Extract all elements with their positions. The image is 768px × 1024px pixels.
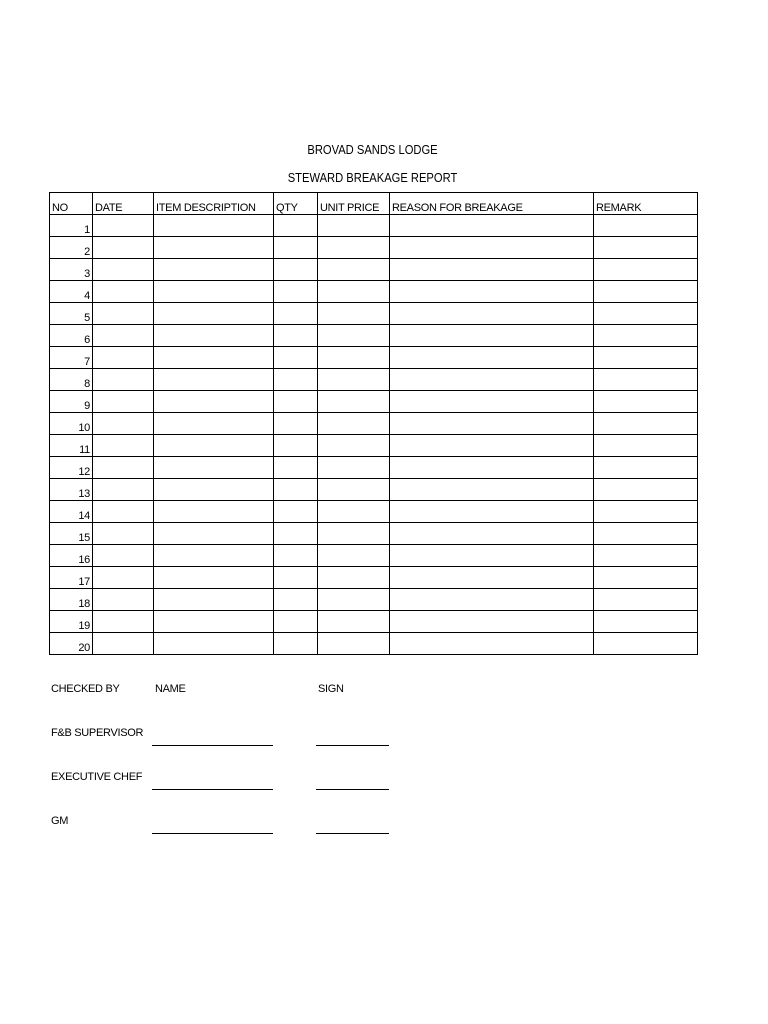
qty-cell[interactable] — [274, 567, 318, 589]
report-title: STEWARD BREAKAGE REPORT — [287, 170, 458, 185]
date-cell[interactable] — [93, 523, 154, 545]
no-cell: 18 — [50, 589, 93, 611]
item-description-cell[interactable] — [154, 347, 274, 369]
reason-cell[interactable] — [390, 215, 594, 237]
column-header-no: NO — [50, 193, 93, 215]
qty-cell[interactable] — [274, 611, 318, 633]
remark-cell[interactable] — [594, 435, 698, 457]
table-body — [50, 215, 698, 655]
no-cell: 10 — [50, 413, 93, 435]
table-row — [50, 545, 698, 567]
unit-price-cell[interactable] — [318, 325, 390, 347]
reason-cell[interactable] — [390, 259, 594, 281]
column-header-remark: REMARK — [594, 193, 698, 215]
item-description-cell[interactable] — [154, 501, 274, 523]
table-row — [50, 457, 698, 479]
sign-column-label: SIGN — [318, 683, 344, 695]
remark-cell[interactable] — [594, 237, 698, 259]
reason-cell[interactable] — [390, 457, 594, 479]
table-row — [50, 259, 698, 281]
remark-cell[interactable] — [594, 479, 698, 501]
qty-cell[interactable] — [274, 501, 318, 523]
reason-cell[interactable] — [390, 237, 594, 259]
date-cell[interactable] — [93, 479, 154, 501]
unit-price-cell[interactable] — [318, 501, 390, 523]
no-cell: 19 — [50, 611, 93, 633]
unit-price-cell[interactable] — [318, 457, 390, 479]
remark-cell[interactable] — [594, 215, 698, 237]
gm-sign-line[interactable] — [316, 833, 389, 834]
checked-by-label: CHECKED BY — [51, 683, 120, 695]
date-cell[interactable] — [93, 545, 154, 567]
unit-price-cell[interactable] — [318, 347, 390, 369]
reason-cell[interactable] — [390, 633, 594, 655]
item-description-cell[interactable] — [154, 479, 274, 501]
reason-cell[interactable] — [390, 435, 594, 457]
qty-cell[interactable] — [274, 347, 318, 369]
table-row — [50, 325, 698, 347]
date-cell[interactable] — [93, 589, 154, 611]
unit-price-cell[interactable] — [318, 479, 390, 501]
unit-price-cell[interactable] — [318, 259, 390, 281]
remark-cell[interactable] — [594, 589, 698, 611]
remark-cell[interactable] — [594, 611, 698, 633]
remark-cell[interactable] — [594, 325, 698, 347]
item-description-cell[interactable] — [154, 259, 274, 281]
date-cell[interactable] — [93, 567, 154, 589]
reason-cell[interactable] — [390, 501, 594, 523]
unit-price-cell[interactable] — [318, 589, 390, 611]
no-cell: 12 — [50, 457, 93, 479]
company-title: BROVAD SANDS LODGE — [307, 142, 438, 157]
fb-supervisor-name-line[interactable] — [152, 745, 273, 746]
table-row — [50, 237, 698, 259]
item-description-cell[interactable] — [154, 567, 274, 589]
qty-cell[interactable] — [274, 457, 318, 479]
unit-price-cell[interactable] — [318, 215, 390, 237]
date-cell[interactable] — [93, 237, 154, 259]
remark-cell[interactable] — [594, 391, 698, 413]
remark-cell[interactable] — [594, 281, 698, 303]
item-description-cell[interactable] — [154, 435, 274, 457]
table-row — [50, 347, 698, 369]
table-row — [50, 479, 698, 501]
date-cell[interactable] — [93, 391, 154, 413]
gm-name-line[interactable] — [152, 833, 273, 834]
reason-cell[interactable] — [390, 325, 594, 347]
executive-chef-sign-line[interactable] — [316, 789, 389, 790]
remark-cell[interactable] — [594, 633, 698, 655]
date-cell[interactable] — [93, 325, 154, 347]
table-row — [50, 589, 698, 611]
table-row — [50, 391, 698, 413]
qty-cell[interactable] — [274, 237, 318, 259]
table-row — [50, 611, 698, 633]
remark-cell[interactable] — [594, 545, 698, 567]
qty-cell[interactable] — [274, 589, 318, 611]
date-cell[interactable] — [93, 435, 154, 457]
date-cell[interactable] — [93, 347, 154, 369]
column-header-unit-price: UNIT PRICE — [318, 193, 390, 215]
qty-cell[interactable] — [274, 633, 318, 655]
breakage-table — [49, 192, 698, 655]
qty-cell[interactable] — [274, 523, 318, 545]
table-row — [50, 633, 698, 655]
item-description-cell[interactable] — [154, 633, 274, 655]
unit-price-cell[interactable] — [318, 545, 390, 567]
remark-cell[interactable] — [594, 369, 698, 391]
unit-price-cell[interactable] — [318, 523, 390, 545]
qty-cell[interactable] — [274, 391, 318, 413]
name-column-label: NAME — [155, 683, 186, 695]
reason-cell[interactable] — [390, 413, 594, 435]
reason-cell[interactable] — [390, 479, 594, 501]
fb-supervisor-sign-line[interactable] — [316, 745, 389, 746]
table-row — [50, 215, 698, 237]
item-description-cell[interactable] — [154, 589, 274, 611]
reason-cell[interactable] — [390, 281, 594, 303]
reason-cell[interactable] — [390, 369, 594, 391]
remark-cell[interactable] — [594, 523, 698, 545]
column-header-date: DATE — [93, 193, 154, 215]
no-cell: 13 — [50, 479, 93, 501]
reason-cell[interactable] — [390, 589, 594, 611]
item-description-cell[interactable] — [154, 303, 274, 325]
no-cell: 4 — [50, 281, 93, 303]
unit-price-cell[interactable] — [318, 281, 390, 303]
date-cell[interactable] — [93, 413, 154, 435]
qty-cell[interactable] — [274, 215, 318, 237]
column-header-item-description: ITEM DESCRIPTION — [154, 193, 274, 215]
column-header-qty: QTY — [274, 193, 318, 215]
no-cell: 9 — [50, 391, 93, 413]
table-row — [50, 435, 698, 457]
executive-chef-name-line[interactable] — [152, 789, 273, 790]
no-cell: 15 — [50, 523, 93, 545]
no-cell: 8 — [50, 369, 93, 391]
qty-cell[interactable] — [274, 259, 318, 281]
remark-cell[interactable] — [594, 501, 698, 523]
reason-cell[interactable] — [390, 347, 594, 369]
reason-cell[interactable] — [390, 567, 594, 589]
unit-price-cell[interactable] — [318, 237, 390, 259]
date-cell[interactable] — [93, 457, 154, 479]
item-description-cell[interactable] — [154, 215, 274, 237]
item-description-cell[interactable] — [154, 325, 274, 347]
table-row — [50, 413, 698, 435]
no-cell: 16 — [50, 545, 93, 567]
qty-cell[interactable] — [274, 303, 318, 325]
qty-cell[interactable] — [274, 545, 318, 567]
date-cell[interactable] — [93, 369, 154, 391]
table-row — [50, 501, 698, 523]
unit-price-cell[interactable] — [318, 413, 390, 435]
qty-cell[interactable] — [274, 281, 318, 303]
item-description-cell[interactable] — [154, 391, 274, 413]
remark-cell[interactable] — [594, 457, 698, 479]
column-header-reason: REASON FOR BREAKAGE — [390, 193, 594, 215]
remark-cell[interactable] — [594, 413, 698, 435]
item-description-cell[interactable] — [154, 457, 274, 479]
no-cell: 5 — [50, 303, 93, 325]
no-cell: 1 — [50, 215, 93, 237]
unit-price-cell[interactable] — [318, 369, 390, 391]
unit-price-cell[interactable] — [318, 391, 390, 413]
qty-cell[interactable] — [274, 369, 318, 391]
table-row — [50, 303, 698, 325]
item-description-cell[interactable] — [154, 413, 274, 435]
date-cell[interactable] — [93, 303, 154, 325]
table-row — [50, 567, 698, 589]
remark-cell[interactable] — [594, 567, 698, 589]
remark-cell[interactable] — [594, 347, 698, 369]
unit-price-cell[interactable] — [318, 567, 390, 589]
item-description-cell[interactable] — [154, 281, 274, 303]
qty-cell[interactable] — [274, 435, 318, 457]
no-cell: 6 — [50, 325, 93, 347]
table-row — [50, 523, 698, 545]
unit-price-cell[interactable] — [318, 633, 390, 655]
table-row — [50, 281, 698, 303]
role-executive-chef: EXECUTIVE CHEF — [51, 771, 143, 783]
qty-cell[interactable] — [274, 413, 318, 435]
unit-price-cell[interactable] — [318, 435, 390, 457]
role-gm: GM — [51, 815, 69, 827]
qty-cell[interactable] — [274, 479, 318, 501]
date-cell[interactable] — [93, 611, 154, 633]
date-cell[interactable] — [93, 633, 154, 655]
no-cell: 2 — [50, 237, 93, 259]
date-cell[interactable] — [93, 215, 154, 237]
item-description-cell[interactable] — [154, 369, 274, 391]
date-cell[interactable] — [93, 281, 154, 303]
unit-price-cell[interactable] — [318, 303, 390, 325]
item-description-cell[interactable] — [154, 523, 274, 545]
reason-cell[interactable] — [390, 611, 594, 633]
date-cell[interactable] — [93, 501, 154, 523]
no-cell: 20 — [50, 633, 93, 655]
remark-cell[interactable] — [594, 303, 698, 325]
item-description-cell[interactable] — [154, 237, 274, 259]
remark-cell[interactable] — [594, 259, 698, 281]
reason-cell[interactable] — [390, 391, 594, 413]
table-row — [50, 369, 698, 391]
no-cell: 14 — [50, 501, 93, 523]
item-description-cell[interactable] — [154, 545, 274, 567]
reason-cell[interactable] — [390, 545, 594, 567]
no-cell: 11 — [50, 435, 93, 457]
table-header-row — [50, 193, 698, 215]
reason-cell[interactable] — [390, 523, 594, 545]
no-cell: 3 — [50, 259, 93, 281]
role-fb-supervisor: F&B SUPERVISOR — [51, 727, 144, 739]
no-cell: 7 — [50, 347, 93, 369]
qty-cell[interactable] — [274, 325, 318, 347]
item-description-cell[interactable] — [154, 611, 274, 633]
reason-cell[interactable] — [390, 303, 594, 325]
no-cell: 17 — [50, 567, 93, 589]
unit-price-cell[interactable] — [318, 611, 390, 633]
date-cell[interactable] — [93, 259, 154, 281]
